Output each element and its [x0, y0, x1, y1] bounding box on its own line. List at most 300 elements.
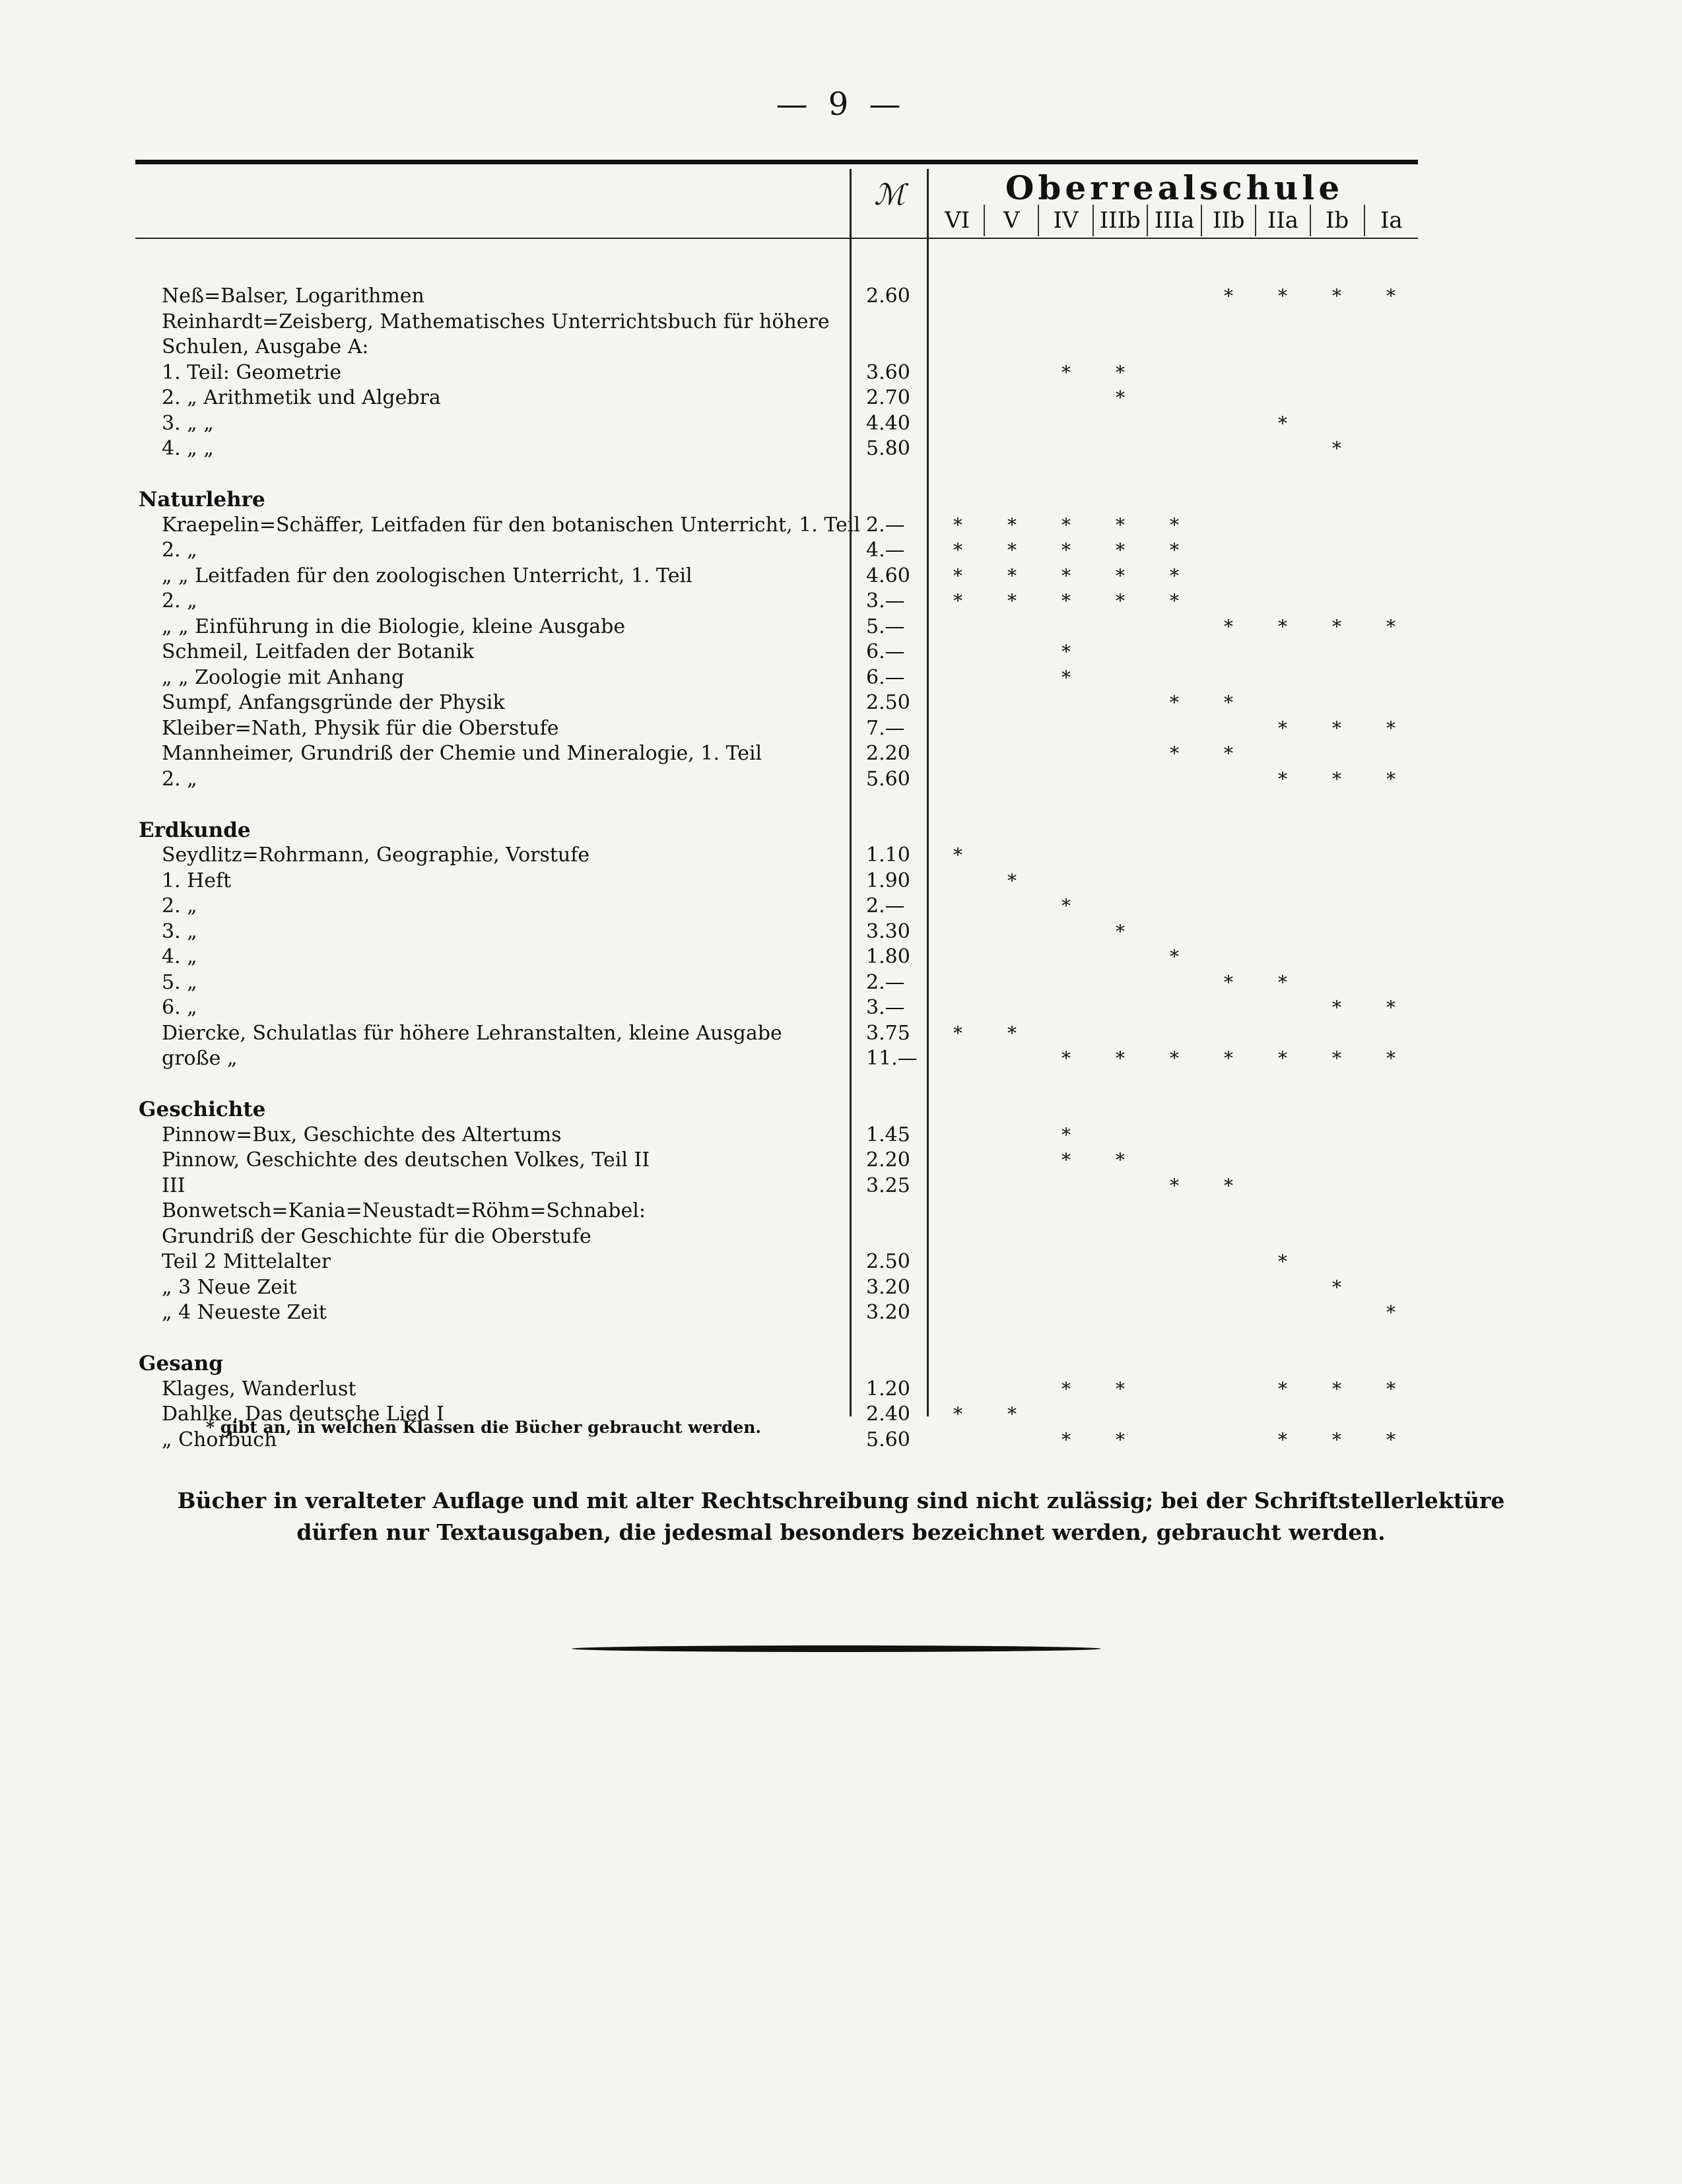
- book-price: 3.75: [866, 1021, 910, 1045]
- grade-mark-empty: [1364, 869, 1418, 894]
- grade-mark-empty: [985, 1123, 1039, 1148]
- grade-mark-empty: [931, 741, 985, 767]
- grade-mark-empty: [1093, 741, 1147, 767]
- table-row: [135, 919, 1418, 945]
- grade-mark-empty: [1039, 944, 1093, 970]
- grade-mark-asterisk: *: [1116, 539, 1125, 561]
- book-title: 2. „ Arithmetik und Algebra: [162, 386, 441, 409]
- grade-mark-empty: [1364, 436, 1418, 462]
- grade-mark-empty: [1201, 944, 1256, 970]
- grade-mark-empty: [1256, 690, 1310, 716]
- grade-mark-empty: [1201, 513, 1256, 539]
- grade-mark-empty: [1039, 843, 1093, 869]
- grade-mark-empty: [931, 1300, 985, 1326]
- grade-mark-empty: [985, 1148, 1039, 1174]
- grade-marks: [931, 1174, 1418, 1199]
- grade-mark-asterisk: *: [1224, 971, 1233, 993]
- book-title: „ 3 Neue Zeit: [162, 1275, 297, 1299]
- grade-mark-empty: [1364, 1174, 1418, 1199]
- book-price: 2.40: [866, 1403, 910, 1426]
- grade-mark-empty: [1310, 1021, 1364, 1047]
- grade-mark-empty: [931, 919, 985, 945]
- currency-header: ℳ: [873, 178, 906, 212]
- grade-mark-asterisk: *: [1116, 387, 1125, 409]
- grade-marks: [931, 1275, 1418, 1301]
- grade-mark-empty: [1256, 944, 1310, 970]
- grade-marks: [931, 690, 1418, 716]
- grade-mark-empty: [1256, 589, 1310, 614]
- grade-mark-empty: [985, 690, 1039, 716]
- grade-mark-empty: [1310, 1249, 1364, 1275]
- grade-mark-empty: [985, 385, 1039, 411]
- grade-mark-asterisk: *: [1007, 513, 1017, 536]
- book-price: 2.50: [866, 691, 910, 714]
- grade-mark-empty: [1093, 843, 1147, 869]
- grade-marks: [931, 919, 1418, 945]
- grade-marks: [931, 1021, 1418, 1047]
- table-row: [135, 1046, 1418, 1072]
- table-row: [135, 970, 1418, 996]
- grade-mark-empty: [985, 1249, 1039, 1275]
- grade-mark-empty: [931, 1046, 985, 1072]
- grade-mark-empty: [1147, 665, 1201, 691]
- spacer-row: [135, 1326, 1418, 1352]
- book-price: 5.80: [866, 437, 910, 460]
- grade-mark-empty: [1039, 716, 1093, 742]
- grade-mark-empty: [1256, 1402, 1310, 1428]
- grade-mark-asterisk: *: [1170, 1174, 1179, 1197]
- book-title: „ 4 Neueste Zeit: [162, 1301, 327, 1324]
- grade-mark-empty: [1256, 436, 1310, 462]
- grade-mark-asterisk: *: [1170, 692, 1179, 713]
- table-row: [135, 995, 1418, 1021]
- grade-mark-asterisk: *: [1061, 539, 1071, 561]
- section-row: [135, 1351, 1418, 1377]
- grade-mark-empty: [1039, 919, 1093, 945]
- grade-mark-empty: [1039, 1275, 1093, 1301]
- grade-mark-empty: [931, 385, 985, 411]
- table-row: [135, 538, 1418, 564]
- grade-mark-empty: [1039, 995, 1093, 1021]
- table-row: [135, 385, 1418, 411]
- grade-mark-empty: [1147, 360, 1201, 386]
- grade-mark-asterisk: *: [1061, 1428, 1071, 1451]
- book-title: Reinhardt=Zeisberg, Mathematisches Unterrichtsbuch für höhere: [162, 310, 830, 333]
- grade-marks: [931, 1046, 1418, 1072]
- grade-mark-asterisk: *: [1224, 1174, 1233, 1197]
- grade-mark-empty: [1310, 1402, 1364, 1428]
- grade-mark-asterisk: *: [1278, 285, 1287, 307]
- grade-mark-empty: [1310, 970, 1364, 996]
- grade-mark-empty: [1310, 1123, 1364, 1148]
- book-price: 3.—: [866, 996, 905, 1019]
- grade-mark-asterisk: *: [1224, 743, 1233, 764]
- grade-mark-empty: [1093, 614, 1147, 640]
- grade-mark-empty: [931, 690, 985, 716]
- grade-mark-empty: [1201, 411, 1256, 437]
- grade-mark-asterisk: *: [1224, 1047, 1233, 1069]
- grade-mark-empty: [1364, 690, 1418, 716]
- grade-mark-asterisk: *: [1170, 564, 1179, 587]
- book-price: 5.—: [866, 614, 905, 638]
- grade-mark-asterisk: *: [1116, 920, 1125, 943]
- grade-mark-empty: [1310, 690, 1364, 716]
- grade-mark-asterisk: *: [1386, 1428, 1396, 1451]
- book-title: Neß=Balser, Logarithmen: [162, 284, 424, 308]
- grade-mark-empty: [1039, 436, 1093, 462]
- grade-marks: [931, 665, 1418, 691]
- book-price: 7.—: [866, 716, 905, 740]
- book-price: 1.10: [866, 844, 910, 867]
- grade-mark-empty: [1147, 614, 1201, 640]
- grade-mark-asterisk: *: [1278, 1251, 1287, 1273]
- grade-mark-empty: [1039, 614, 1093, 640]
- grade-mark-empty: [1039, 1249, 1093, 1275]
- grade-mark-empty: [1147, 894, 1201, 919]
- grade-marks: [931, 894, 1418, 919]
- grade-mark-empty: [985, 640, 1039, 665]
- book-price: 4.60: [866, 564, 910, 587]
- grade-mark-empty: [1201, 665, 1256, 691]
- grade-mark-asterisk: *: [1061, 513, 1071, 536]
- grade-mark-empty: [1147, 1428, 1201, 1453]
- grade-mark-empty: [1256, 538, 1310, 564]
- grade-mark-empty: [985, 944, 1039, 970]
- grade-mark-empty: [1256, 869, 1310, 894]
- grade-mark-empty: [1310, 741, 1364, 767]
- grade-mark-empty: [985, 767, 1039, 793]
- grade-mark-asterisk: *: [1170, 1047, 1179, 1069]
- grade-mark-empty: [1039, 1300, 1093, 1326]
- grade-mark-empty: [1201, 1123, 1256, 1148]
- grade-mark-asterisk: *: [1332, 768, 1341, 790]
- grade-mark-asterisk: *: [1332, 997, 1341, 1018]
- grade-mark-asterisk: *: [1007, 590, 1017, 612]
- book-price: 3.30: [866, 919, 910, 943]
- table-top-rule: [135, 160, 1418, 164]
- grade-marks: [931, 1249, 1418, 1275]
- grade-mark-empty: [985, 436, 1039, 462]
- grade-mark-empty: [1201, 995, 1256, 1021]
- grade-mark-empty: [985, 1300, 1039, 1326]
- grade-mark-empty: [1364, 944, 1418, 970]
- grade-mark-empty: [1364, 513, 1418, 539]
- grade-mark-empty: [1147, 1300, 1201, 1326]
- grade-mark-empty: [1093, 944, 1147, 970]
- book-title: Sumpf, Anfangsgründe der Physik: [162, 691, 505, 714]
- grade-mark-empty: [931, 716, 985, 742]
- table-row: [135, 335, 1418, 360]
- grade-mark-asterisk: *: [1116, 361, 1125, 383]
- grade-marks: [931, 360, 1418, 386]
- grade-header: V: [984, 205, 1038, 236]
- grade-mark-empty: [1039, 411, 1093, 437]
- book-title: 2. „: [162, 589, 197, 612]
- grade-mark-empty: [1310, 869, 1364, 894]
- grade-marks: [931, 385, 1418, 411]
- grade-mark-empty: [1201, 894, 1256, 919]
- grade-mark-empty: [1364, 538, 1418, 564]
- grade-mark-empty: [1310, 411, 1364, 437]
- grade-mark-empty: [931, 1174, 985, 1199]
- grade-mark-empty: [1364, 1148, 1418, 1174]
- grade-marks: [931, 843, 1418, 869]
- grade-mark-empty: [1093, 894, 1147, 919]
- grade-mark-empty: [1147, 385, 1201, 411]
- grade-marks: [931, 741, 1418, 767]
- table-row: [135, 1148, 1418, 1174]
- grade-header: IIIb: [1093, 205, 1147, 236]
- grade-marks: [931, 411, 1418, 437]
- grade-header: IV: [1038, 205, 1092, 236]
- grade-mark-empty: [931, 284, 985, 310]
- grade-mark-empty: [1310, 944, 1364, 970]
- grade-mark-asterisk: *: [1386, 1302, 1396, 1323]
- grade-mark-empty: [1256, 1148, 1310, 1174]
- grade-mark-asterisk: *: [1386, 615, 1396, 638]
- book-title: Grundriß der Geschichte für die Oberstufe: [162, 1224, 591, 1248]
- grade-mark-empty: [1310, 385, 1364, 411]
- book-table: [135, 284, 1418, 1453]
- grade-mark-empty: [1364, 1249, 1418, 1275]
- grade-mark-asterisk: *: [953, 590, 962, 612]
- grade-mark-empty: [1147, 995, 1201, 1021]
- table-row: [135, 716, 1418, 742]
- grade-mark-empty: [1201, 564, 1256, 589]
- grade-mark-empty: [1147, 436, 1201, 462]
- grade-mark-asterisk: *: [1061, 590, 1071, 612]
- grade-mark-asterisk: *: [1386, 1377, 1396, 1400]
- table-row: [135, 284, 1418, 310]
- grade-mark-empty: [1256, 995, 1310, 1021]
- grade-mark-empty: [985, 284, 1039, 310]
- grade-mark-empty: [1201, 589, 1256, 614]
- table-row: [135, 513, 1418, 539]
- grade-mark-empty: [931, 869, 985, 894]
- header-bottom-rule: [135, 238, 1418, 239]
- grade-mark-empty: [931, 360, 985, 386]
- grade-mark-empty: [931, 1428, 985, 1453]
- grade-mark-empty: [1201, 1021, 1256, 1047]
- grade-mark-asterisk: *: [1278, 768, 1287, 790]
- grade-mark-empty: [1310, 1300, 1364, 1326]
- grade-mark-asterisk: *: [1116, 513, 1125, 536]
- table-row: [135, 1275, 1418, 1301]
- book-title: Bonwetsch=Kania=Neustadt=Röhm=Schnabel:: [162, 1199, 646, 1222]
- grade-mark-empty: [931, 995, 985, 1021]
- grade-mark-empty: [1310, 919, 1364, 945]
- grade-mark-empty: [931, 1275, 985, 1301]
- grade-mark-empty: [985, 995, 1039, 1021]
- book-title: 3. „ „: [162, 411, 214, 435]
- grade-mark-empty: [1093, 970, 1147, 996]
- table-row: [135, 1021, 1418, 1047]
- grade-marks: [931, 1300, 1418, 1326]
- book-title: Seydlitz=Rohrmann, Geographie, Vorstufe: [162, 844, 590, 867]
- grade-header-row: [931, 205, 1418, 236]
- grade-marks: [931, 284, 1418, 310]
- grade-marks: [931, 1377, 1418, 1403]
- book-title: 6. „: [162, 996, 197, 1019]
- grade-mark-empty: [1039, 869, 1093, 894]
- grade-mark-empty: [1256, 1275, 1310, 1301]
- grade-mark-empty: [1147, 869, 1201, 894]
- grade-mark-empty: [1201, 640, 1256, 665]
- table-row: [135, 767, 1418, 793]
- grade-mark-empty: [1147, 843, 1201, 869]
- grade-mark-empty: [931, 1148, 985, 1174]
- table-row: [135, 1123, 1418, 1148]
- grade-mark-empty: [1039, 284, 1093, 310]
- grade-marks: [931, 1148, 1418, 1174]
- grade-mark-empty: [1147, 1249, 1201, 1275]
- grade-mark-empty: [985, 665, 1039, 691]
- grade-marks: [931, 564, 1418, 589]
- grade-mark-empty: [1201, 436, 1256, 462]
- grade-mark-empty: [931, 1249, 985, 1275]
- notice-line: Bücher in veralteter Auflage und mit alter Rechtschreibung sind nicht zulässig; bei der Schriftstellerlektüre: [177, 1488, 1505, 1513]
- grade-mark-empty: [1039, 970, 1093, 996]
- grade-mark-empty: [931, 767, 985, 793]
- table-row: [135, 589, 1418, 614]
- grade-mark-empty: [931, 1377, 985, 1403]
- footnote: * gibt an, in welchen Klassen die Bücher gebraucht werden.: [206, 1418, 762, 1437]
- grade-mark-empty: [1147, 1021, 1201, 1047]
- grade-mark-asterisk: *: [1278, 1377, 1287, 1400]
- grade-mark-empty: [1147, 767, 1201, 793]
- book-title: 5. „: [162, 970, 197, 994]
- grade-mark-empty: [1256, 1123, 1310, 1148]
- grade-mark-empty: [1147, 284, 1201, 310]
- grade-mark-empty: [1093, 995, 1147, 1021]
- grade-mark-empty: [1364, 411, 1418, 437]
- grade-mark-asterisk: *: [1224, 285, 1233, 307]
- grade-mark-empty: [985, 741, 1039, 767]
- book-price: 6.—: [866, 640, 905, 663]
- grade-mark-asterisk: *: [1332, 1377, 1341, 1400]
- grade-mark-empty: [985, 360, 1039, 386]
- grade-header: Ia: [1364, 205, 1418, 236]
- grade-marks: [931, 538, 1418, 564]
- grade-mark-empty: [1364, 385, 1418, 411]
- book-title: 3. „: [162, 919, 197, 943]
- grade-mark-empty: [1147, 970, 1201, 996]
- table-row: [135, 869, 1418, 894]
- grade-header: IIIa: [1147, 205, 1201, 236]
- grade-mark-empty: [1147, 1402, 1201, 1428]
- grade-mark-asterisk: *: [953, 539, 962, 561]
- book-price: 2.60: [866, 284, 910, 308]
- book-title: 2. „: [162, 894, 197, 917]
- table-row: [135, 1377, 1418, 1403]
- grade-header: IIa: [1255, 205, 1309, 236]
- grade-mark-empty: [1256, 919, 1310, 945]
- grade-mark-empty: [1093, 665, 1147, 691]
- grade-mark-empty: [1256, 1021, 1310, 1047]
- grade-mark-empty: [985, 1377, 1039, 1403]
- grade-mark-empty: [1039, 385, 1093, 411]
- table-row: [135, 411, 1418, 437]
- grade-mark-empty: [1364, 1402, 1418, 1428]
- grade-mark-empty: [1256, 360, 1310, 386]
- grade-mark-empty: [1039, 690, 1093, 716]
- grade-mark-empty: [1147, 1123, 1201, 1148]
- grade-mark-empty: [1201, 869, 1256, 894]
- grade-header: VI: [945, 207, 970, 234]
- grade-mark-empty: [931, 614, 985, 640]
- grade-mark-asterisk: *: [1278, 717, 1287, 739]
- book-price: 2.70: [866, 386, 910, 409]
- grade-mark-empty: [1039, 1402, 1093, 1428]
- table-row: [135, 741, 1418, 767]
- grade-mark-empty: [985, 716, 1039, 742]
- table-row: [135, 310, 1418, 335]
- grade-mark-empty: [1256, 513, 1310, 539]
- grade-mark-asterisk: *: [1061, 641, 1071, 663]
- grade-mark-asterisk: *: [1386, 768, 1396, 790]
- table-row: [135, 1224, 1418, 1250]
- grade-mark-empty: [931, 665, 985, 691]
- grade-mark-empty: [1256, 741, 1310, 767]
- grade-mark-empty: [1093, 716, 1147, 742]
- grade-mark-asterisk: *: [1278, 1428, 1287, 1451]
- grade-mark-empty: [1147, 1148, 1201, 1174]
- book-title: Dahlke, Das deutsche Lied I: [162, 1403, 444, 1426]
- book-title: 1. Heft: [162, 869, 232, 892]
- grade-mark-empty: [1201, 767, 1256, 793]
- grade-mark-empty: [1201, 1300, 1256, 1326]
- book-title: III: [162, 1174, 185, 1197]
- table-row: [135, 360, 1418, 386]
- grade-mark-empty: [1310, 894, 1364, 919]
- grade-mark-empty: [1147, 640, 1201, 665]
- section-title: Gesang: [139, 1352, 223, 1375]
- grade-mark-empty: [1201, 716, 1256, 742]
- grade-mark-asterisk: *: [1116, 1149, 1125, 1171]
- grade-mark-empty: [1364, 843, 1418, 869]
- grade-mark-empty: [1364, 919, 1418, 945]
- grade-mark-empty: [1256, 665, 1310, 691]
- book-title: Pinnow, Geschichte des deutschen Volkes, Teil II: [162, 1148, 650, 1172]
- grade-mark-empty: [985, 843, 1039, 869]
- section-row: [135, 487, 1418, 513]
- grade-mark-asterisk: *: [1061, 1047, 1071, 1069]
- grade-mark-empty: [1364, 970, 1418, 996]
- grade-mark-asterisk: *: [1061, 564, 1071, 587]
- grade-mark-empty: [985, 1174, 1039, 1199]
- book-title: 2. „: [162, 539, 197, 562]
- grade-mark-asterisk: *: [1116, 1377, 1125, 1400]
- grade-mark-empty: [1093, 1275, 1147, 1301]
- grade-mark-asterisk: *: [1332, 1428, 1341, 1451]
- grade-mark-empty: [985, 919, 1039, 945]
- grade-mark-asterisk: *: [1061, 361, 1071, 383]
- grade-mark-asterisk: *: [1007, 869, 1017, 892]
- grade-mark-asterisk: *: [1007, 1022, 1017, 1044]
- grade-mark-asterisk: *: [1224, 692, 1233, 713]
- grade-mark-empty: [1093, 1174, 1147, 1199]
- grade-mark-empty: [931, 970, 985, 996]
- grade-mark-empty: [1039, 1174, 1093, 1199]
- grade-mark-asterisk: *: [1386, 285, 1396, 307]
- grade-mark-empty: [985, 614, 1039, 640]
- grade-marks: [931, 1428, 1418, 1453]
- table-row: [135, 944, 1418, 970]
- grade-mark-empty: [985, 1046, 1039, 1072]
- book-title: große „: [162, 1047, 238, 1070]
- notice-line: dürfen nur Textausgaben, die jedesmal besonders bezeichnet werden, gebraucht werden.: [296, 1519, 1386, 1545]
- book-title: 4. „ „: [162, 437, 214, 460]
